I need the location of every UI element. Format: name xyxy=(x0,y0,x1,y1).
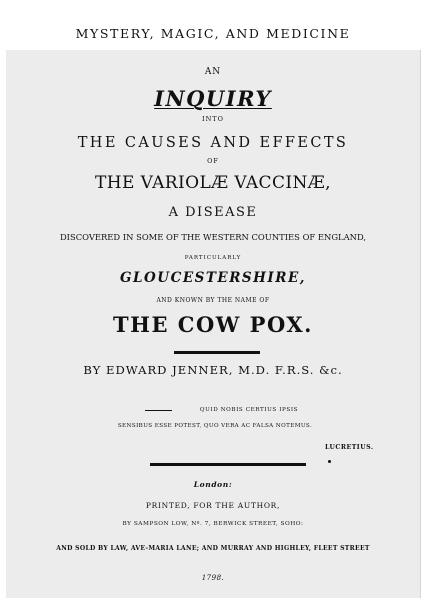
title-inquiry: INQUIRY xyxy=(154,86,272,111)
title-gloucestershire: GLOUCESTERSHIRE, xyxy=(120,270,306,286)
imprint-place: London: xyxy=(193,480,233,489)
title-word-an: AN xyxy=(204,67,222,77)
title-discovered-line: DISCOVERED IN SOME OF THE WESTERN COUNTIES OF ENGLAND, xyxy=(59,232,367,242)
author-line: BY EDWARD JENNER, M.D. F.R.S. &c. xyxy=(83,363,343,377)
imprint-sellers: AND SOLD BY LAW, AVE-MARIA LANE; AND MURRAY AND HIGHLEY, FLEET STREET xyxy=(56,545,370,552)
imprint-printer: BY SAMPSON LOW, Nº. 7, BERWICK STREET, SOHO: xyxy=(122,521,304,527)
title-word-into: INTO xyxy=(202,115,224,123)
title-word-particularly: PARTICULARLY xyxy=(184,255,242,261)
title-known-by-name: AND KNOWN BY THE NAME OF xyxy=(156,297,270,304)
title-variolae-vaccinae: THE VARIOLÆ VACCINÆ, xyxy=(95,173,331,193)
epigraph-line-2: SENSIBUS ESSE POTEST, QUO VERA AC FALSA NOTEMUS. xyxy=(117,423,313,429)
imprint-printed-for: PRINTED, FOR THE AUTHOR, xyxy=(145,501,281,510)
ink-speck xyxy=(328,460,331,463)
divider-rule-upper xyxy=(174,351,260,354)
imprint-year: 1798. xyxy=(201,574,225,582)
divider-rule-lower xyxy=(150,463,306,466)
title-cow-pox: THE COW POX. xyxy=(112,312,313,337)
title-a-disease: A DISEASE xyxy=(168,205,258,220)
title-causes-and-effects: THE CAUSES AND EFFECTS xyxy=(77,135,349,151)
epigraph-line-1: QUID NOBIS CERTIUS IPSIS xyxy=(199,407,299,413)
epigraph-attribution: LUCRETIUS. xyxy=(325,444,374,451)
running-header: MYSTERY, MAGIC, AND MEDICINE xyxy=(75,26,351,41)
title-word-of: OF xyxy=(207,157,219,165)
